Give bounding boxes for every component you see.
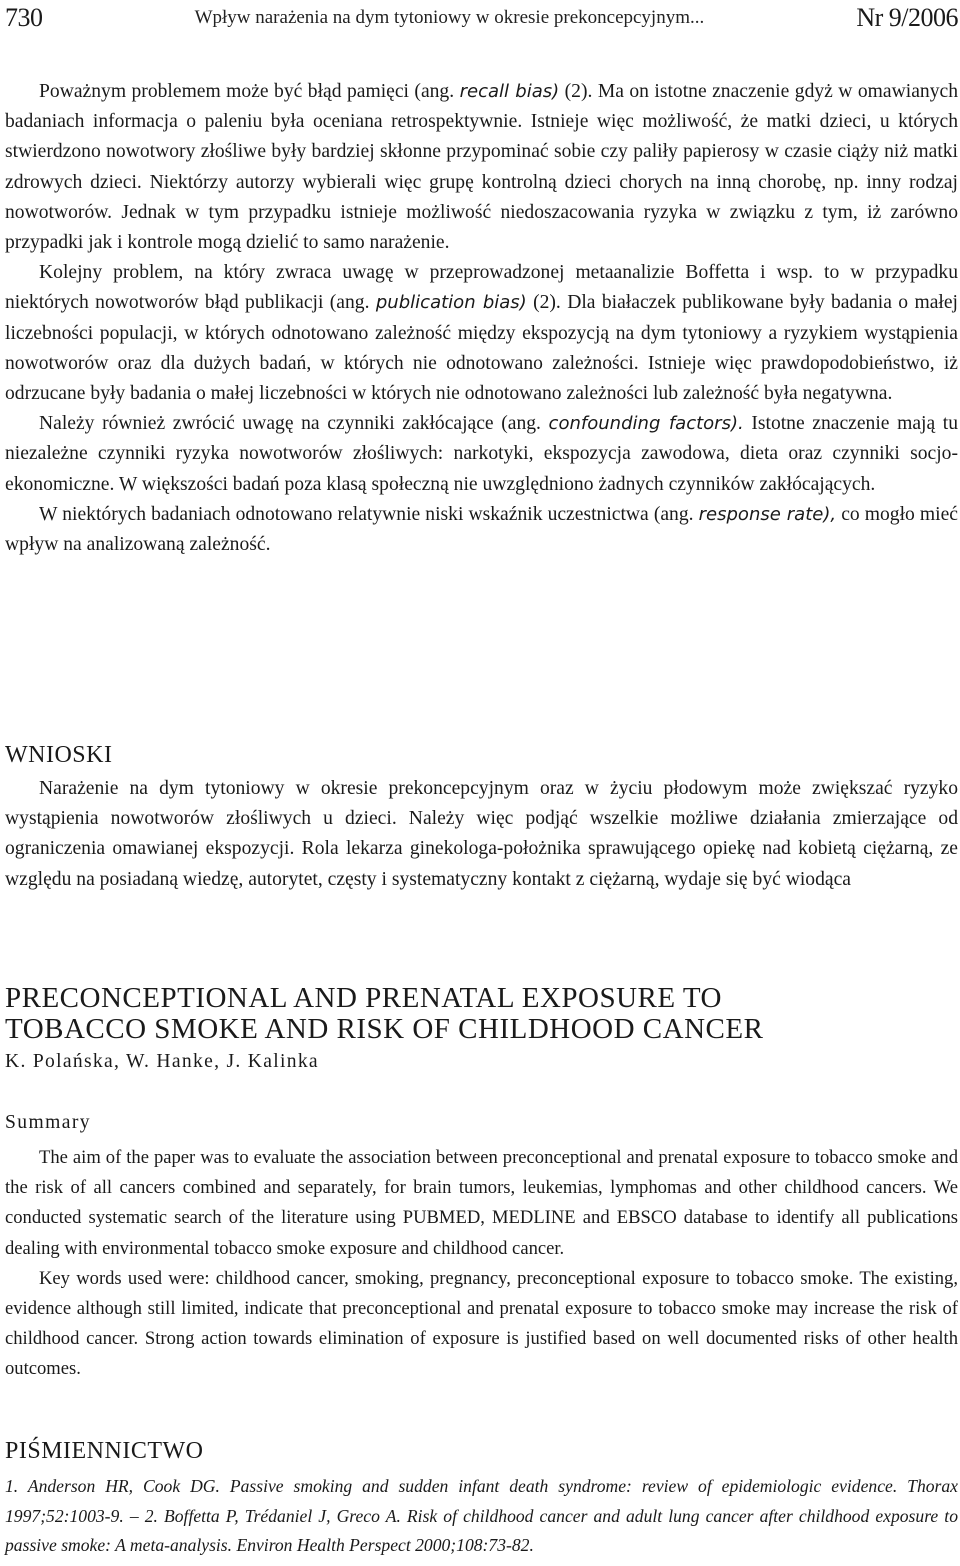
summary-paragraph-2: Key words used were: childhood cancer, smoking, pregnancy, preconceptional exposure to tobacco smoke. The existing, evidence although still limited, indicate that preconceptional and prenatal exposure to tobacco smoke may increase the risk of childhood cancer. Strong action towards elimination of exposure is justified based on well documented risks of other health outcomes.: [5, 1267, 958, 1380]
text-run: Kolejny problem, na który zwraca uwagę w przeprowadzonej metaanalizie Boffetta i wsp. to w przypadku niektórych nowotworów błąd publikacji (ang.: [5, 262, 958, 314]
running-title: Wpływ narażenia na dym tytoniowy w okresie prekoncepcyjnym...: [194, 7, 705, 28]
paragraph-confounding-factors: [5, 409, 958, 500]
conclusions-heading: WNIOSKI: [5, 742, 113, 768]
paragraph-recall-bias: [5, 77, 958, 258]
conclusions-text: Narażenie na dym tytoniowy w okresie prekoncepcyjnym oraz w życiu płodowym może zwiększać ryzyko wystąpienia nowotworów złośliwych u dzieci. Należy więc podjąć wszelkie możliwe działania zmierzające od ograniczenia omawianej ekspozycji. Rola lekarza ginekologa-położnika sprawującego opiekę nad kobietą ciężarną, ze względu na posiadaną wiedzę, autorytet, częsty i systematyczny kontakt z ciężarną, wydaje się być wiodąca: [5, 778, 958, 890]
english-title: [5, 983, 958, 1045]
page-number: 730: [5, 3, 43, 32]
text-run: co mogło mieć wpływ na analizowaną zależność.: [5, 503, 958, 556]
title-line-1: PRECONCEPTIONAL AND PRENATAL EXPOSURE TO: [5, 982, 722, 1014]
summary-heading: Summary: [5, 1112, 91, 1133]
text-run: W niektórych badaniach odnotowano relatywnie niski wskaźnik uczestnictwa (ang.: [39, 503, 699, 525]
text-run: (2). Ma on istotne znaczenie gdyż w omawianych badaniach informacja o paleniu była oceniana retrospektywnie. Istnieje więc możliwość, że matki dzieci, u których stwierdzono nowotwory złośliwe były bardziej skłonne przypominać sobie czy paliły papierosy w czasie ciąży niż matki zdrowych dzieci. Niektórzy autorzy wybierali więc grupę kontrolną dzieci chorych na inną chorobę, np. inny rodzaj nowotworów. Jednak w tym przypadku istnieje możliwość niedoszacowania ryzyka w związku z tym, iż zarówno przypadki jak i kontrole mogą dzielić to samo narażenie.: [5, 81, 958, 254]
paragraph-publication-bias: [5, 258, 958, 409]
term-response-rate: response rate),: [698, 503, 837, 525]
text-run: Istotne znaczenie mają tu niezależne czynniki ryzyka nowotworów złośliwych: narkotyki, ekspozycja zawodowa, dieta oraz czynniki socjo-ekonomiczne. W większości badań poza klasą społeczną nie uwzględniono żadnych czynników zakłócających.: [5, 413, 959, 495]
issue-number: Nr 9/2006: [856, 3, 958, 32]
text-run: (2). Dla białaczek publikowane były badania o małej liczebności populacji, w których odnotowano zależność między ekspozycją na dym tytoniowy a ryzykiem wystąpienia nowotworów oraz dla dużych badań, w których nie odnotowano zależności. Istnieje więc prawdopodobieństwo, iż odrzucane były badania o małej liczebności w których nie odnotowano zależności lub zależność była negatywna.: [5, 292, 958, 405]
text-run: Poważnym problemem może być błąd pamięci (ang.: [39, 81, 460, 102]
references-list: 1. Anderson HR, Cook DG. Passive smoking and sudden infant death syndrome: review of epidemiologic evidence. Thorax 1997;52:1003-9. – 2. Boffetta P, Trédaniel J, Greco A. Risk of childhood cancer and adult lung cancer after childhood exposure to passive smoke: A meta-analysis. Environ Health Perspect 2000;108:73-82.: [5, 1476, 958, 1555]
running-header: [5, 0, 958, 36]
authors: K. Polańska, W. Hanke, J. Kalinka: [5, 1051, 319, 1072]
conclusions-section: [5, 774, 958, 895]
discussion-section: [5, 77, 958, 560]
paragraph-response-rate: [5, 500, 958, 560]
term-confounding-factors: confounding factors).: [548, 413, 744, 435]
term-recall-bias: recall bias): [459, 81, 560, 102]
title-line-2: TOBACCO SMOKE AND RISK OF CHILDHOOD CANCER: [5, 1013, 764, 1045]
term-publication-bias: publication bias): [375, 292, 527, 314]
text-run: Należy również zwrócić uwagę na czynniki zakłócające (ang.: [39, 413, 549, 435]
references-heading: PIŚMIENNICTWO: [5, 1438, 204, 1464]
summary-section: [5, 1143, 958, 1385]
summary-paragraph-1: The aim of the paper was to evaluate the association between preconceptional and prenatal exposure to tobacco smoke and the risk of all cancers combined and separately, for brain tumors, leukemias, lymphomas and other childhood cancers. We conducted systematic search of the literature using PUBMED, MEDLINE and EBSCO database to identify all publications dealing with environmental tobacco smoke exposure and childhood cancer.: [5, 1147, 958, 1259]
